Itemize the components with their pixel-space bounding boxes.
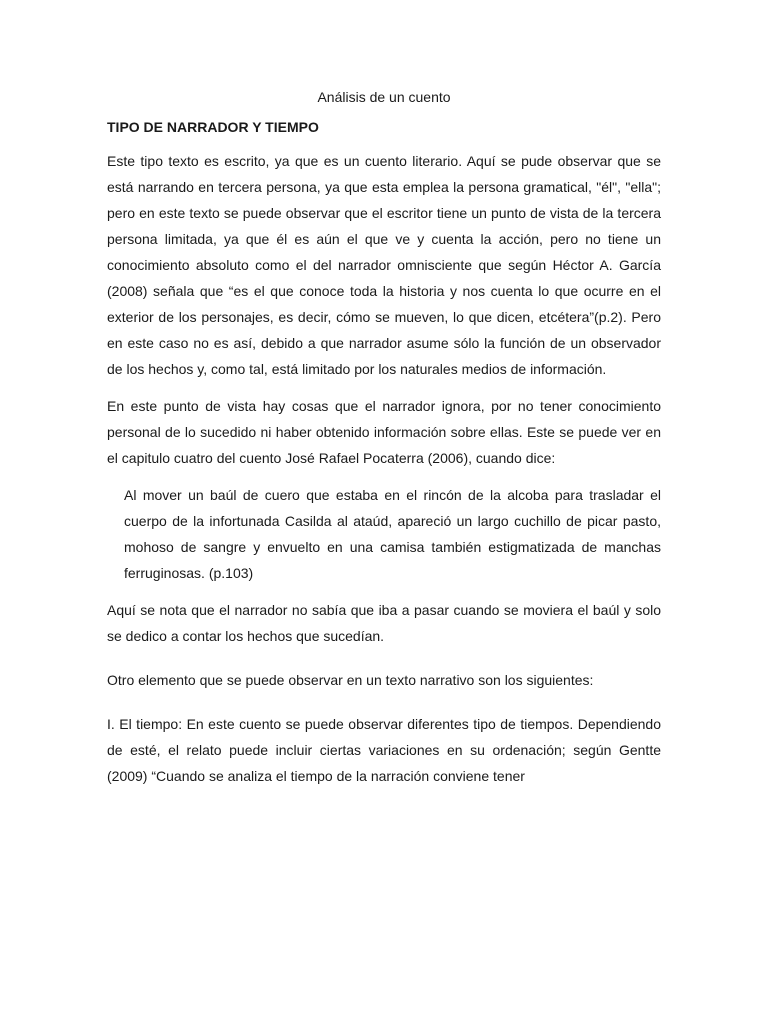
- paragraph-5: I. El tiempo: En este cuento se puede observar diferentes tipo de tiempos. Dependiendo de esté, el relato puede incluir ciertas variaciones en su ordenación; según Gentte (2009) “Cuando se analiza el tiempo de la narración conviene tener: [107, 716, 661, 784]
- block-quote: Al mover un baúl de cuero que estaba en el rincón de la alcoba para trasladar el cuerpo de la infortunada Casilda al ataúd, apareció un largo cuchillo de picar pasto, mohoso de sangre y envuelto en una camisa también estigmatizada de manchas ferruginosas. (p.103): [124, 487, 661, 581]
- section-heading: TIPO DE NARRADOR Y TIEMPO: [107, 119, 319, 135]
- paragraph-2: En este punto de vista hay cosas que el narrador ignora, por no tener conocimiento personal de lo sucedido ni haber obtenido información sobre ellas. Este se puede ver en el capitulo cuatro del cuento José Rafael Pocaterra (2006), cuando dice:: [107, 398, 661, 466]
- paragraph-4: Otro elemento que se puede observar en un texto narrativo son los siguientes:: [107, 672, 594, 688]
- document-title: Análisis de un cuento: [317, 89, 451, 105]
- document-page: [107, 84, 661, 800]
- paragraph-3: Aquí se nota que el narrador no sabía que iba a pasar cuando se moviera el baúl y solo se dedico a contar los hechos que sucedían.: [107, 602, 661, 644]
- paragraph-1: Este tipo texto es escrito, ya que es un cuento literario. Aquí se pude observar que se está narrando en tercera persona, ya que esta emplea la persona gramatical, "él", "ella"; pero en este texto se puede observar que el escritor tiene un punto de vista de la tercera persona limitada, ya que él es aún el que ve y cuenta la acción, pero no tiene un conocimiento absoluto como el del narrador omnisciente que según Héctor A. García (2008) señala que “es el que conoce toda la historia y nos cuenta lo que ocurre en el exterior de los personajes, es decir, cómo se mueven, lo que dicen, etcétera”(p.2). Pero en este caso no es así, debido a que narrador asume sólo la función de un observador de los hechos y, como tal, está limitado por los naturales medios de información.: [107, 153, 661, 377]
